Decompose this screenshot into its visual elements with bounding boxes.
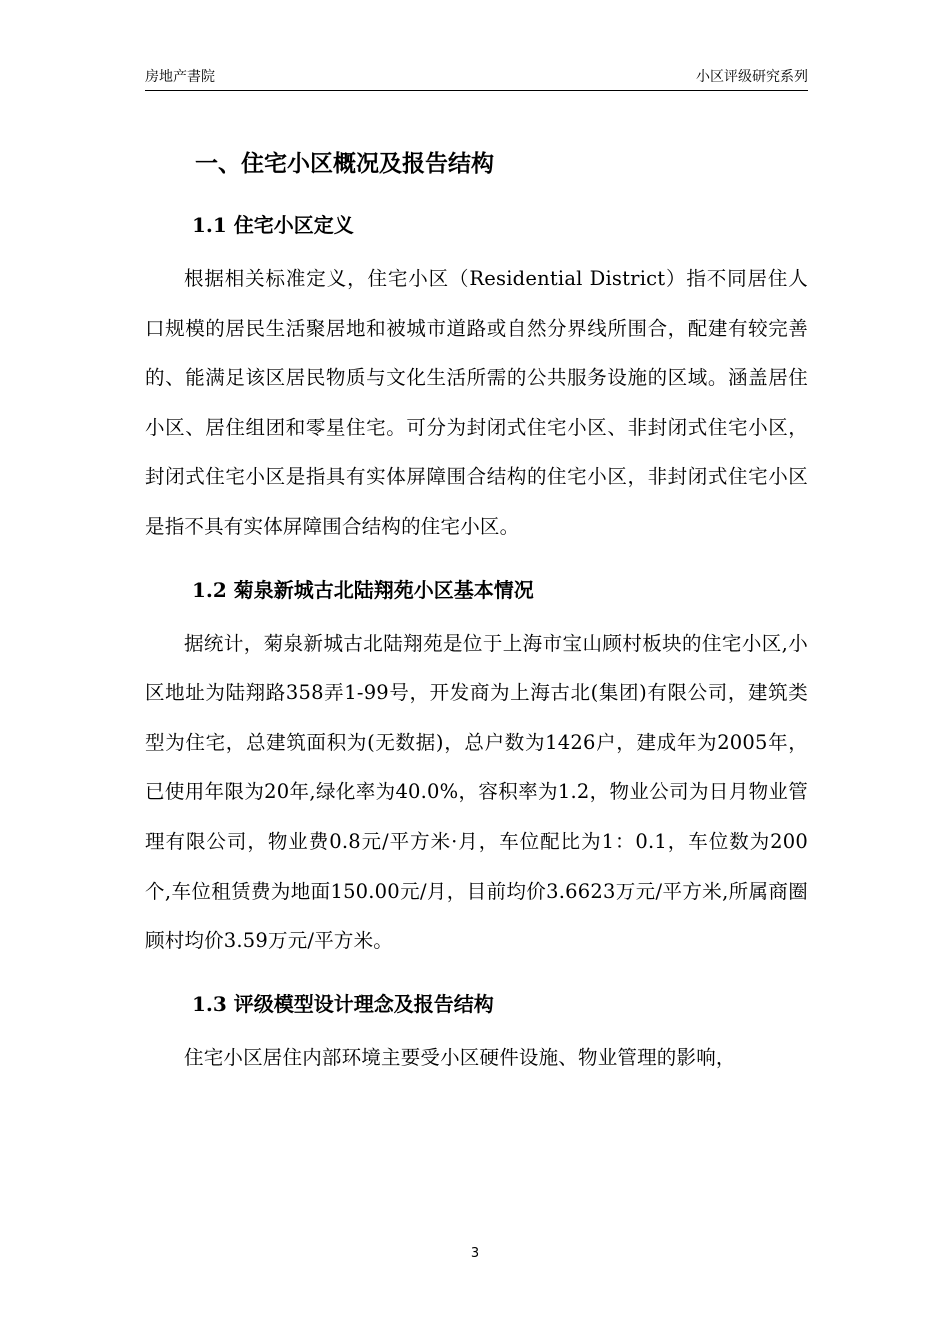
paragraph-basic-info: 据统计，菊泉新城古北陆翔苑是位于上海市宝山顾村板块的住宅小区,小区地址为陆翔路358弄1-99号，开发商为上海古北(集团)有限公司，建筑类型为住宅，总建筑面积为(无数据)，总户数为1426户，建成年为2005年，已使用年限为20年,绿化率为40.0%，容积率为1.2，物业公司为日月物业管理有限公司，物业费0.8元/平方米·月，车位配比为1：0.1，车位数为200个,车位租赁费为地面150.00元/月，目前均价3.6623万元/平方米,所属商圈顾村均价3.59万元/平方米。: [145, 631, 808, 953]
heading-1-1: 1.1 住宅小区定义: [192, 213, 354, 237]
section-title: 一、住宅小区概况及报告结构: [195, 150, 494, 177]
page-number: 3: [470, 1246, 480, 1261]
heading-1-3: 1.3 评级模型设计理念及报告结构: [192, 991, 494, 1016]
header-series-title: 小区评级研究系列: [696, 69, 808, 85]
header-publisher: 房地产書院: [145, 69, 215, 85]
paragraph-model-design: 住宅小区居住内部环境主要受小区硬件设施、物业管理的影响，: [184, 1045, 736, 1069]
heading-1-2: 1.2 菊泉新城古北陆翔苑小区基本情况: [192, 577, 534, 602]
paragraph-definition: 根据相关标准定义，住宅小区（Residential District）指不同居住人口规模的居民生活聚居地和被城市道路或自然分界线所围合，配建有较完善的、能满足该区居民物质与文化生活所需的公共服务设施的区域。涵盖居住小区、居住组团和零星住宅。可分为封闭式住宅小区、非封闭式住宅小区，封闭式住宅小区是指具有实体屏障围合结构的住宅小区，非封闭式住宅小区是指不具有实体屏障围合结构的住宅小区。: [145, 267, 808, 538]
page-content: [145, 140, 808, 1082]
page-header: [145, 64, 808, 91]
